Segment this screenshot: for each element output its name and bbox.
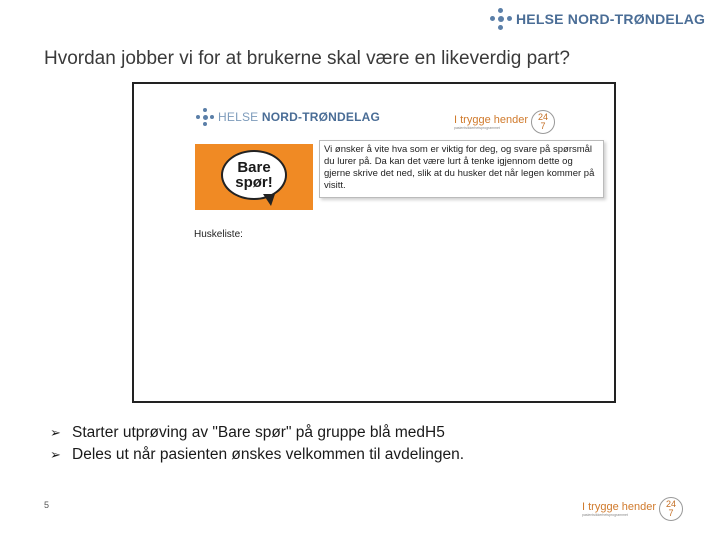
badge-text: I trygge hender <box>454 113 528 126</box>
embedded-logo <box>196 108 380 126</box>
info-text-box: Vi ønsker å vite hva som er viktig for deg, og svare på spørsmål du lurer på. Da kan det være lurt å tenke igjennom dette og gjerne skrive det ned, slik at du husker det når legen kommer på visitt. <box>319 140 604 198</box>
arrow-bullet-icon: ➢ <box>50 447 61 462</box>
slide-title: Hvordan jobber vi for at brukerne skal være en likeverdig part? <box>44 48 570 69</box>
footer-trygge-hender-badge <box>582 497 683 521</box>
speech-bubble-icon: Bare spør! <box>221 150 287 200</box>
bare-spor-graphic <box>195 144 313 210</box>
bullet-item: ➢ Starter utprøving av "Bare spør" på gruppe blå medH5 <box>50 422 464 444</box>
footer-badge-subtext: pasientsikkerhetsprogrammet <box>582 512 628 517</box>
badge-247-icon: 24 7 <box>531 110 555 134</box>
footer-badge-text: I trygge hender <box>582 500 656 513</box>
bullet-item: ➢ Deles ut når pasienten ønskes velkommen til avdelingen. <box>50 444 464 466</box>
arrow-bullet-icon: ➢ <box>50 425 61 440</box>
badge-subtext: pasientsikkerhetsprogrammet <box>454 125 500 130</box>
embedded-document-image <box>132 82 616 403</box>
checklist-label: Huskeliste: <box>194 229 243 240</box>
logo-dots-icon <box>490 8 512 30</box>
embedded-logo-text: HELSE NORD-TRØNDELAG <box>218 110 381 124</box>
logo-dots-icon <box>196 108 214 126</box>
page-number: 5 <box>44 500 50 510</box>
trygge-hender-badge <box>454 110 555 134</box>
bullet-list <box>50 422 464 466</box>
footer-badge-247-icon: 24 7 <box>659 497 683 521</box>
helse-nord-trondelag-logo <box>490 8 705 30</box>
logo-text: HELSE NORD-TRØNDELAG <box>516 11 706 27</box>
